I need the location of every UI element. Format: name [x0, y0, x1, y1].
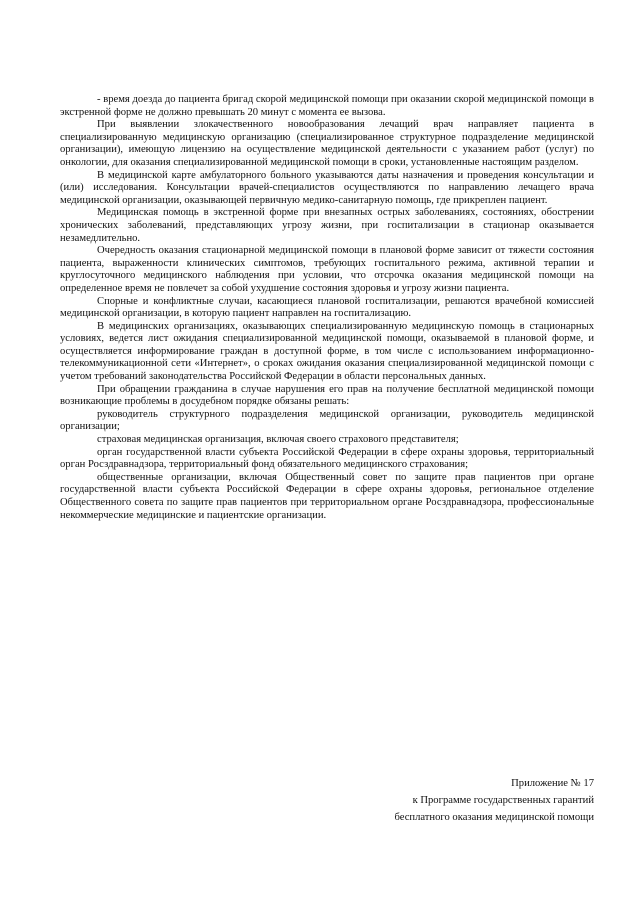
- paragraph-oncology-referral: При выявлении злокачественного новообразования лечащий врач направляет пациента в специализированную медицинскую организацию (специализированное структурное подразделение медицинской организации), имеющую лицензию на осуществление медицинской деятельности с указанием работ (услуг) по онкологии, для оказания специализированной медицинской помощи в сроки, установленные настоящим разделом.: [60, 119, 594, 168]
- list-item-head-of-unit: руководитель структурного подразделения медицинской организации, руководитель медицинской организации;: [60, 408, 594, 433]
- appendix-header: [274, 775, 594, 826]
- appendix-program: к Программе государственных гарантий: [412, 795, 594, 806]
- paragraph-inpatient-queue: Очередность оказания стационарной медицинской помощи в плановой форме зависит от тяжести состояния пациента, выраженности клинических симптомов, требующих госпитального режима, активной терапии и круглосуточного медицинского наблюдения при условии, что отсрочка оказания медицинской помощи на определенное время не повлечет за собой ухудшение состояния здоровья и угрозу жизни пациента.: [60, 245, 594, 294]
- document-body: [60, 94, 594, 522]
- paragraph-outpatient-card: В медицинской карте амбулаторного больного указываются даты назначения и проведения консультации и (или) исследования. Консультации врачей-специалистов осуществляются по направлению лечащего врача медицинской организации, оказывающей первичную медико-санитарную помощь, где прикреплен пациент.: [60, 169, 594, 206]
- list-item-insurance-org: страховая медицинская организация, включая своего страхового представителя;: [97, 434, 459, 446]
- appendix-program-continued: бесплатного оказания медицинской помощи: [394, 812, 594, 823]
- paragraph-waiting-list: В медицинских организациях, оказывающих специализированную медицинскую помощь в стационарных условиях, ведется лист ожидания специализированной медицинской помощи, оказываемой в плановой форме, и осуществляется информирование граждан в доступной форме, в том числе с использованием информационно-телекоммуникационной сети «Интернет», о сроках ожидания оказания специализированной медицинской помощи с учетом требований законодательства Российской Федерации в области персональных данных.: [60, 320, 594, 383]
- list-item-public-organizations: общественные организации, включая Общественный совет по защите прав пациентов при органе государственной власти субъекта Российской Федерации в сфере охраны здоровья, региональное отделение Общественного совета по защите прав пациентов при территориальном органе Росздравнадзора, профессиональные некоммерческие медицинские и пациентские организации.: [60, 471, 594, 521]
- paragraph-disputes: Спорные и конфликтные случаи, касающиеся плановой госпитализации, решаются врачебной комиссией медицинской организации, в которую пациент направлен на госпитализацию.: [60, 295, 594, 320]
- appendix-number: Приложение № 17: [511, 778, 594, 789]
- paragraph-rights-violation: При обращении гражданина в случае нарушения его прав на получение бесплатной медицинской помощи возникающие проблемы в досудебном порядке обязаны решать:: [60, 383, 594, 408]
- paragraph-emergency-care: Медицинская помощь в экстренной форме при внезапных острых заболеваниях, состояниях, обострении хронических заболеваний, представляющих угрозу жизни, при госпитализации в стационар оказывается незамедлительно.: [60, 207, 594, 244]
- list-item-state-authority: орган государственной власти субъекта Российской Федерации в сфере охраны здоровья, территориальный орган Росздравнадзора, территориальный фонд обязательного медицинского страхования;: [60, 446, 594, 471]
- paragraph-ambulance-time: - время доезда до пациента бригад скорой медицинской помощи при оказании скорой медицинской помощи в экстренной форме не должно превышать 20 минут с момента ее вызова.: [60, 94, 594, 118]
